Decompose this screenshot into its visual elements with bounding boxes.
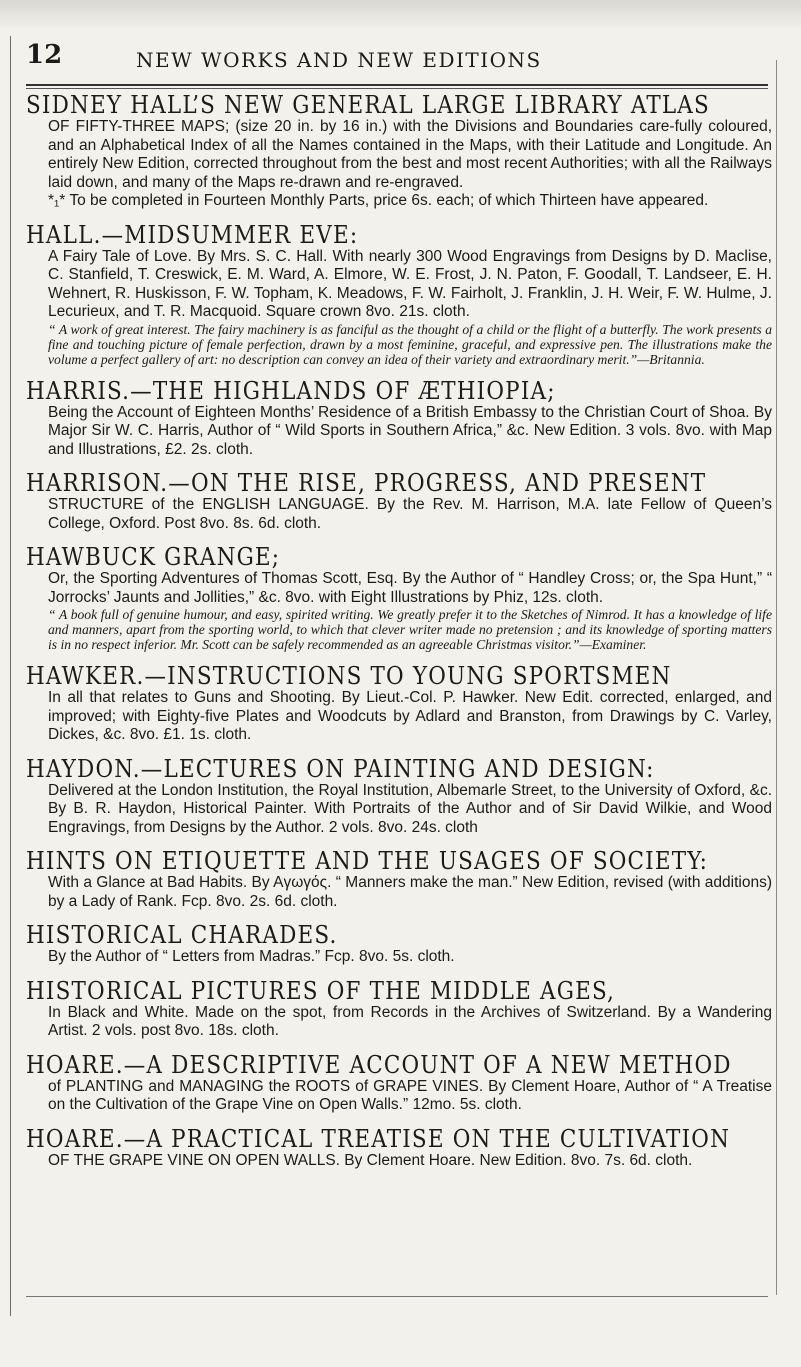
catalogue-entry xyxy=(26,756,772,838)
entry-title: HOARE.—A DESCRIPTIVE ACCOUNT OF A NEW METHOD xyxy=(26,1050,732,1079)
entry-description: Delivered at the London Institution, the Royal Institution, Albemarle Street, to the University of Oxford, &c. By B. R. Haydon, Historical Painter. With Portraits of the Author and of Sir David Wilkie, and Wood Engravings, from Designs by the Author. 2 vols. 8vo. 24s. cloth xyxy=(48,781,772,836)
catalogue-entry xyxy=(26,922,772,967)
catalogue-entry xyxy=(26,222,772,367)
page-top-edge xyxy=(0,0,801,30)
entry-title: HINTS ON ETIQUETTE AND THE USAGES OF SOCIETY: xyxy=(26,847,709,875)
entry-description: A Fairy Tale of Love. By Mrs. S. C. Hall. With nearly 300 Wood Engravings from Designs by D. Maclise, C. Stanfield, T. Creswick, E. M. Ward, A. Elmore, W. E. Frost, J. N. Paton, F. Goodall, T. Landseer, E. H. Wehnert, R. Huskisson, F. W. Topham, K. Meadows, F. W. Fairholt, J. Franklin, J. H. Weir, F. W. Hulme, J. Lecurieux, and T. R. Macquoid. Square crown 8vo. 21s. cloth. xyxy=(48,247,772,320)
entry-description: With a Glance at Bad Habits. By Aγωγός. “ Manners make the man.” New Edition, revised (with additions) by a Lady of Rank. Fcp. 8vo. 2s. 6d. cloth. xyxy=(48,874,772,910)
entry-title: HISTORICAL CHARADES. xyxy=(26,921,338,949)
catalogue-entry xyxy=(26,663,772,745)
catalogue-entry xyxy=(26,544,772,652)
entry-description: By the Author of “ Letters from Madras.” Fcp. 8vo. 5s. cloth. xyxy=(48,948,455,965)
entry-title: SIDNEY HALL’S NEW GENERAL LARGE LIBRARY ATLAS xyxy=(26,91,710,119)
entry-description: In all that relates to Guns and Shooting. By Lieut.-Col. P. Hawker. New Edit. corrected, enlarged, and improved; with Eighty-five Plates and Woodcuts by Adlard and Branston, from Drawings by C. Varley, Dickes, &c. 8vo. £1. 1s. cloth. xyxy=(48,689,772,743)
entry-review-quote: “ A book full of genuine humour, and easy, spirited writing. We greatly prefer it to the Sketches of Nimrod. It has a knowledge of life and manners, apart from the sporting world, to which that clever writer made no pretension ; and its knowledge of sporting matters is in no respect inferior. Mr. Scott can be safely recommended as an agreeable Christmas visitor.”—Examiner. xyxy=(48,607,772,652)
header-rule-thin xyxy=(26,88,768,89)
catalogue-entry xyxy=(26,1126,772,1171)
entry-title: HOARE.—A PRACTICAL TREATISE ON THE CULTIVATION xyxy=(26,1124,731,1153)
header-rule xyxy=(26,84,768,86)
running-head: NEW WORKS AND NEW EDITIONS xyxy=(136,48,542,72)
entry-description: of PLANTING and MANAGING the ROOTS of GRAPE VINES. By Clement Hoare, Author of “ A Treatise on the Cultivation of the Grape Vine on Open Walls.” 12mo. 5s. cloth. xyxy=(48,1077,772,1113)
bottom-rule xyxy=(26,1296,768,1297)
entry-description: In Black and White. Made on the spot, from Records in the Archives of Switzerland. By a Wandering Artist. 2 vols. post 8vo. 18s. cloth. xyxy=(48,1003,772,1039)
catalogue-entry xyxy=(26,378,772,460)
page-header xyxy=(26,40,766,84)
entry-description: OF THE GRAPE VINE ON OPEN WALLS. By Clement Hoare. New Edition. 8vo. 7s. 6d. cloth. xyxy=(48,1151,693,1169)
catalogue-entry xyxy=(26,978,772,1041)
catalogue-entry xyxy=(26,848,772,911)
entry-description: OF FIFTY-THREE MAPS; (size 20 in. by 16 in.) with the Divisions and Boundaries care-fully coloured, and an Alphabetical Index of all the Names contained in the Maps, with their Latitude and Longitude. An entirely New Edition, corrected throughout from the best and most recent Authorities; with all the Railways laid down, and many of the Maps re-drawn and re-engraved. xyxy=(48,118,772,191)
entry-title: HAYDON.—LECTURES ON PAINTING AND DESIGN: xyxy=(26,754,655,783)
catalogue-entries xyxy=(26,92,772,1181)
right-margin-rule xyxy=(776,60,777,1295)
entry-title: HARRIS.—THE HIGHLANDS OF ÆTHIOPIA; xyxy=(26,376,556,405)
catalogue-entry xyxy=(26,92,772,211)
entry-description: *₁* To be completed in Fourteen Monthly Parts, price 6s. each; of which Thirteen have appeared. xyxy=(48,192,709,209)
entry-description: Being the Account of Eighteen Months’ Residence of a British Embassy to the Christian Court of Shoa. By Major Sir W. C. Harris, Author of “ Wild Sports in Southern Africa,” &c. New Edition. 3 vols. 8vo. with Map and Illustrations, £2. 2s. cloth. xyxy=(48,403,773,458)
entry-description: STRUCTURE of the ENGLISH LANGUAGE. By the Rev. M. Harrison, M.A. late Fellow of Queen’s College, Oxford. Post 8vo. 8s. 6d. cloth. xyxy=(48,496,772,532)
entry-title: HISTORICAL PICTURES OF THE MIDDLE AGES, xyxy=(26,976,616,1005)
page-number: 12 xyxy=(26,40,63,70)
catalogue-entry xyxy=(26,1052,772,1115)
catalogue-entry xyxy=(26,470,772,533)
left-margin-rule xyxy=(10,36,11,1316)
entry-title: HAWKER.—INSTRUCTIONS TO YOUNG SPORTSMEN xyxy=(26,662,672,690)
entry-description: Or, the Sporting Adventures of Thomas Scott, Esq. By the Author of “ Handley Cross; or, the Spa Hunt,” “ Jorrocks’ Jaunts and Jollities,” &c. 8vo. with Eight Illustrations by Phiz, 12s. cloth. xyxy=(48,570,772,606)
entry-review-quote: “ A work of great interest. The fairy machinery is as fanciful as the thought of a child or the flight of a butterfly. The work presents a fine and touching picture of female perfection, drawn by a most feminine, graceful, and expressive pen. The illustrations make the volume a perfect gallery of art: no description can convey an idea of their variety and extraordinary merit.”—Britannia. xyxy=(48,321,772,367)
entry-title: HARRISON.—ON THE RISE, PROGRESS, AND PRESENT xyxy=(26,469,707,497)
entry-title: HAWBUCK GRANGE; xyxy=(26,543,281,571)
entry-title: HALL.—MIDSUMMER EVE: xyxy=(26,220,359,249)
